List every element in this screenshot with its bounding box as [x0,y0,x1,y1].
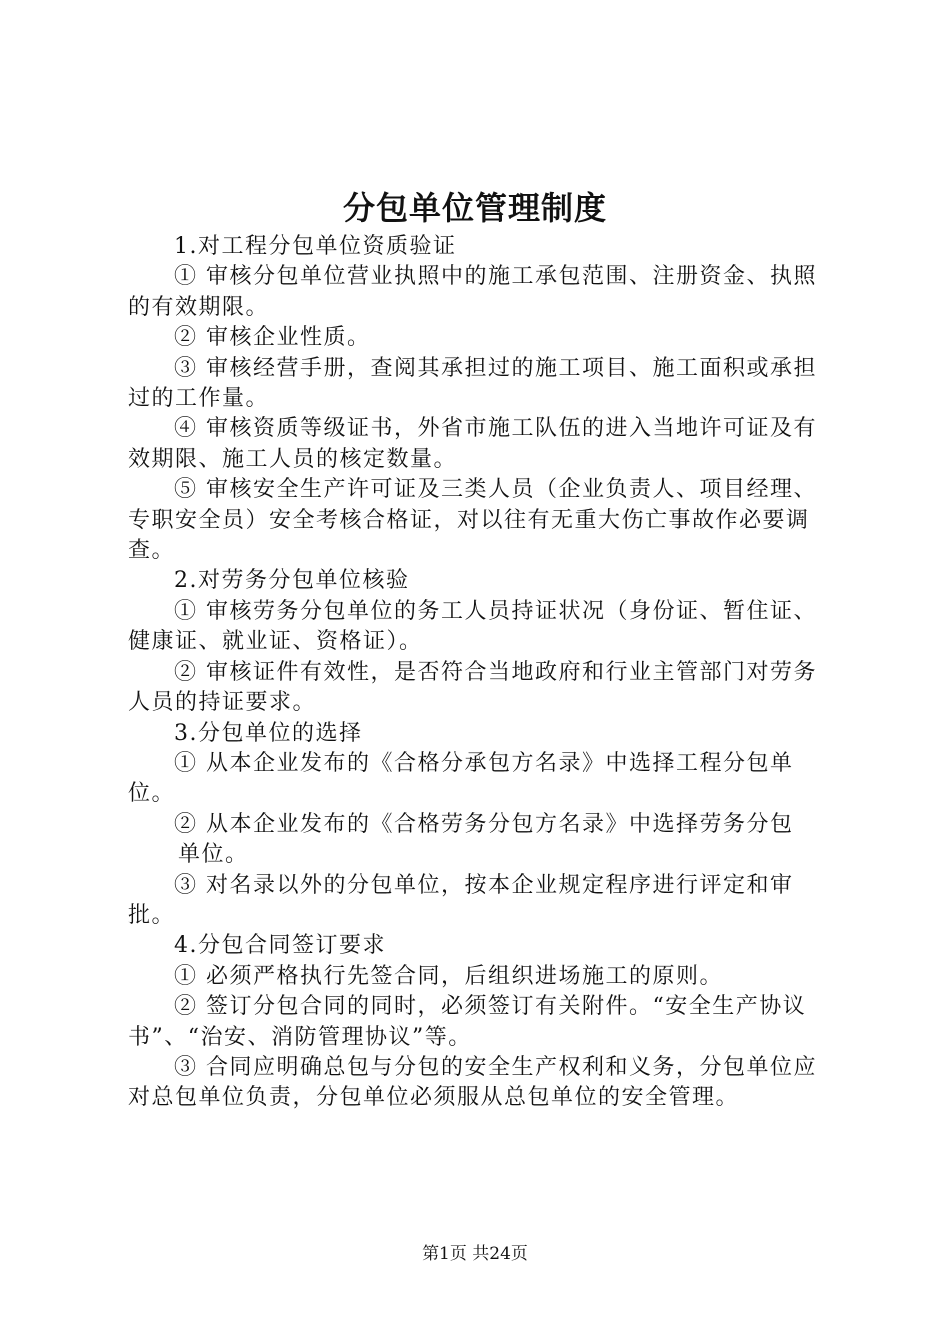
paragraph: ② 审核企业性质。 [174,325,371,351]
paragraph: ① 审核劳务分包单位的务工人员持证状况（身份证、暂住证、健康证、就业证、资格证）。 [128,598,817,655]
section-heading-4: 4.分包合同签订要求 [174,933,386,959]
page-title: 分包单位管理制度 [342,189,607,227]
paragraph-continuation: 单位。 [178,842,249,868]
document-body [128,232,834,1114]
section-heading-1: 1.对工程分包单位资质验证 [174,234,457,259]
section-heading-2: 2.对劳务分包单位核验 [174,568,410,594]
paragraph: ④ 审核资质等级证书，外省市施工队伍的进入当地许可证及有效期限、施工人员的核定数量。 [128,416,817,472]
section-heading-3: 3.分包单位的选择 [174,720,363,746]
paragraph: ③ 审核经营手册，查阅其承担过的施工项目、施工面积或承担过的工作量。 [128,355,817,412]
paragraph: ③ 合同应明确总包与分包的安全生产权利和义务，分包单位应对总包单位负责，分包单位必须服从总包单位的安全管理。 [128,1054,817,1111]
paragraph: ② 从本企业发布的《合格劳务分包方名录》中选择劳务分包 [174,811,794,837]
paragraph: ① 必须严格执行先签合同，后组织进场施工的原则。 [174,963,723,989]
paragraph: ① 审核分包单位营业执照中的施工承包范围、注册资金、执照的有效期限。 [128,264,817,320]
page-footer: 第1页 共24页 [422,1244,528,1264]
paragraph: ⑤ 审核安全生产许可证及三类人员（企业负责人、项目经理、专职安全员）安全考核合格证，对以往有无重大伤亡事故作必要调查。 [128,477,817,564]
paragraph: ② 审核证件有效性，是否符合当地政府和行业主管部门对劳务人员的持证要求。 [128,659,817,716]
paragraph: ③ 对名录以外的分包单位，按本企业规定程序进行评定和审批。 [128,872,794,928]
paragraph: ① 从本企业发布的《合格分承包方名录》中选择工程分包单位。 [128,750,794,807]
paragraph: ② 签订分包合同的同时，必须签订有关附件。“安全生产协议书”、“治安、消防管理协议”等。 [128,994,807,1050]
